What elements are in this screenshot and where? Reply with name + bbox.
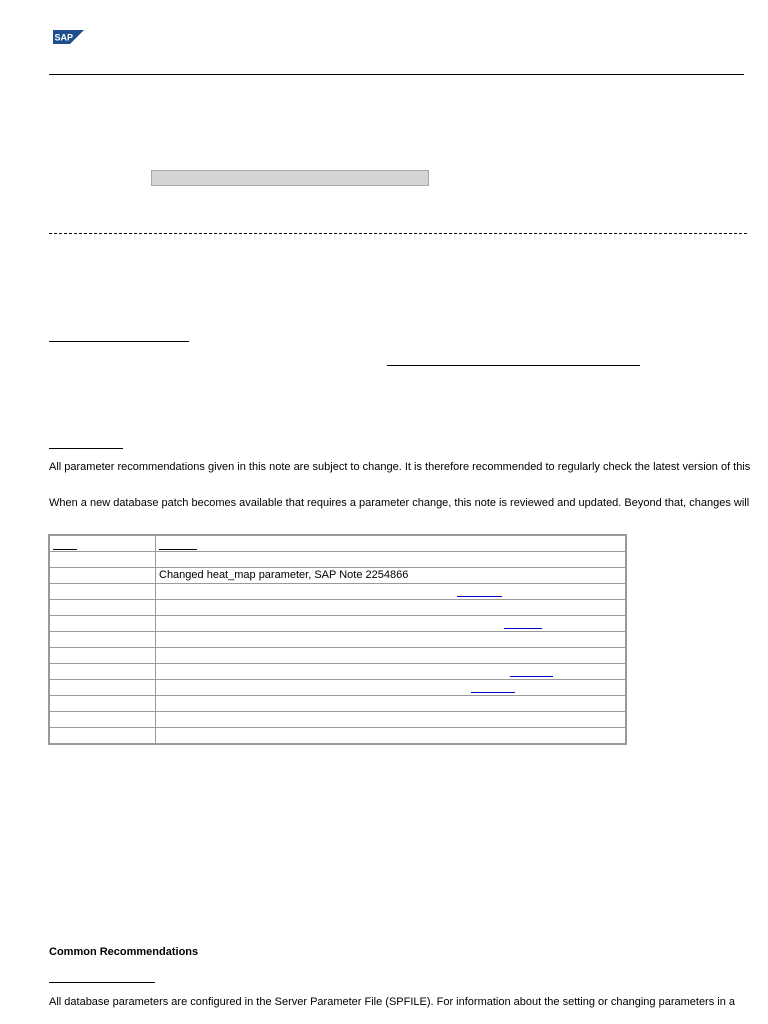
table-row bbox=[49, 648, 626, 664]
table-cell-date bbox=[49, 728, 156, 745]
table-cell-date bbox=[49, 664, 156, 680]
table-cell-change bbox=[156, 616, 627, 632]
table-cell-date bbox=[49, 712, 156, 728]
note-link[interactable] bbox=[510, 676, 553, 677]
sap-logo bbox=[53, 30, 84, 44]
section-underline-2 bbox=[49, 448, 123, 449]
note-link[interactable] bbox=[504, 628, 542, 629]
table-cell-date bbox=[49, 616, 156, 632]
table-cell-date bbox=[49, 568, 156, 584]
table-row bbox=[49, 632, 626, 648]
table-row bbox=[49, 664, 626, 680]
table-cell-change bbox=[156, 552, 627, 568]
intro-paragraph-1: All parameter recommendations given in this note are subject to change. It is therefore recommended to regularly check the latest version of this bbox=[49, 461, 751, 473]
table-row bbox=[49, 680, 626, 696]
change-history-table bbox=[48, 534, 627, 745]
table-cell-change bbox=[156, 712, 627, 728]
table-cell-change bbox=[156, 584, 627, 600]
table-row bbox=[49, 696, 626, 712]
table-header-change bbox=[156, 535, 627, 552]
table-cell-change bbox=[156, 680, 627, 696]
note-link[interactable] bbox=[471, 692, 515, 693]
table-cell-change bbox=[156, 600, 627, 616]
table-cell-date bbox=[49, 552, 156, 568]
table-cell-date bbox=[49, 632, 156, 648]
intro-paragraph-2: When a new database patch becomes available that requires a parameter change, this note is reviewed and updated. Beyond that, changes will bbox=[49, 497, 750, 509]
table-row bbox=[49, 552, 626, 568]
sap-logo-text: SAP bbox=[54, 32, 74, 43]
table-cell-date bbox=[49, 584, 156, 600]
table-cell-change: Changed heat_map parameter, SAP Note 2254866 bbox=[156, 568, 627, 584]
section-underline bbox=[49, 341, 189, 342]
table-row bbox=[49, 584, 626, 600]
table-row bbox=[49, 712, 626, 728]
table-header-date bbox=[49, 535, 156, 552]
gray-field-placeholder bbox=[151, 170, 429, 186]
table-cell-change bbox=[156, 664, 627, 680]
table-cell-date bbox=[49, 696, 156, 712]
table-row bbox=[49, 600, 626, 616]
table-cell-change bbox=[156, 632, 627, 648]
table-row bbox=[49, 568, 626, 584]
table-cell-date bbox=[49, 648, 156, 664]
note-link[interactable] bbox=[457, 596, 502, 597]
link-underline[interactable] bbox=[387, 365, 640, 366]
section-underline-3 bbox=[49, 982, 155, 983]
header-rule bbox=[49, 74, 744, 75]
table-header-row bbox=[49, 535, 626, 552]
table-cell-change bbox=[156, 728, 627, 745]
table-cell-date bbox=[49, 680, 156, 696]
dashed-separator bbox=[49, 233, 747, 234]
table-cell-date bbox=[49, 600, 156, 616]
common-recommendations-heading: Common Recommendations bbox=[49, 946, 199, 958]
common-paragraph: All database parameters are configured in the Server Parameter File (SPFILE). For information about the setting or changing parameters in a bbox=[49, 996, 736, 1008]
table-row bbox=[49, 728, 626, 745]
table-cell-change bbox=[156, 648, 627, 664]
table-row bbox=[49, 616, 626, 632]
table-cell-change bbox=[156, 696, 627, 712]
